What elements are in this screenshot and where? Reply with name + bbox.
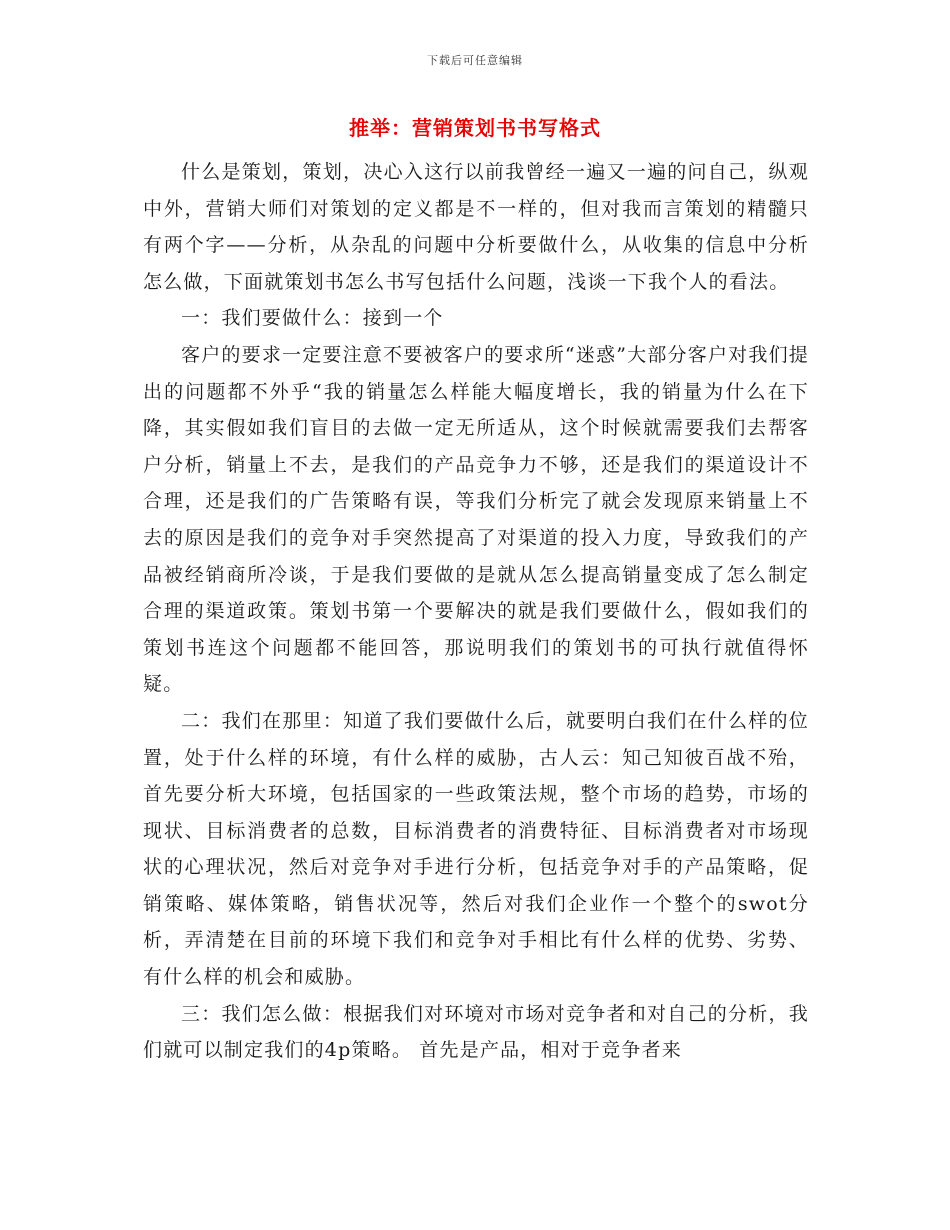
paragraph-section-one-heading: 一：我们要做什么：接到一个 bbox=[181, 307, 444, 330]
header-note: 下载后可任意编辑 bbox=[427, 54, 523, 67]
document-title: 推举：营销策划书书写格式 bbox=[349, 116, 601, 140]
paragraph-section-two: 二：我们在那里：知道了我们要做什么后，就要明白我们在什么样的位置，处于什么样的环境，有什么样的威胁，古人云：知己知彼百战不殆，首先要分析大环境，包括国家的一些政策法规，整个市场的趋势，市场的现状、目标消费者的总数，目标消费者的消费特征、目标消费者对市场现状的心理状况，然后对竞争对手进行分析，包括竞争对手的产品策略，促销策略、媒体策略，销售状况等，然后对我们企业作一个整个的swot分析，弄清楚在目前的环境下我们和竞争对手相比有什么样的优势、劣势、有什么样的机会和威胁。 bbox=[143, 709, 809, 989]
document-body bbox=[143, 154, 809, 1069]
paragraph-section-one-body: 客户的要求一定要注意不要被客户的要求所“迷惑”大部分客户对我们提出的问题都不外乎“我的销量怎么样能大幅度增长，我的销量为什么在下降，其实假如我们盲目的去做一定无所适从，这个时候就需要我们去帮客户分析，销量上不去，是我们的产品竞争力不够，还是我们的渠道设计不合理，还是我们的广告策略有误，等我们分析完了就会发现原来销量上不去的原因是我们的竞争对手突然提高了对渠道的投入力度，导致我们的产品被经销商所冷谈，于是我们要做的是就从怎么提高销量变成了怎么制定合理的渠道政策。策划书第一个要解决的就是我们要做什么，假如我们的策划书连这个问题都不能回答，那说明我们的策划书的可执行就值得怀疑。 bbox=[143, 343, 809, 696]
paragraph-intro: 什么是策划，策划，决心入这行以前我曾经一遍又一遍的问自己，纵观中外，营销大师们对策划的定义都是不一样的，但对我而言策划的精髓只有两个字——分析，从杂乱的问题中分析要做什么，从收集的信息中分析怎么做，下面就策划书怎么书写包括什么问题，浅谈一下我个人的看法。 bbox=[143, 161, 809, 293]
paragraph-section-three: 三：我们怎么做：根据我们对环境对市场对竞争者和对自己的分析，我们就可以制定我们的4p策略。 首先是产品，相对于竞争者来 bbox=[143, 1002, 809, 1062]
